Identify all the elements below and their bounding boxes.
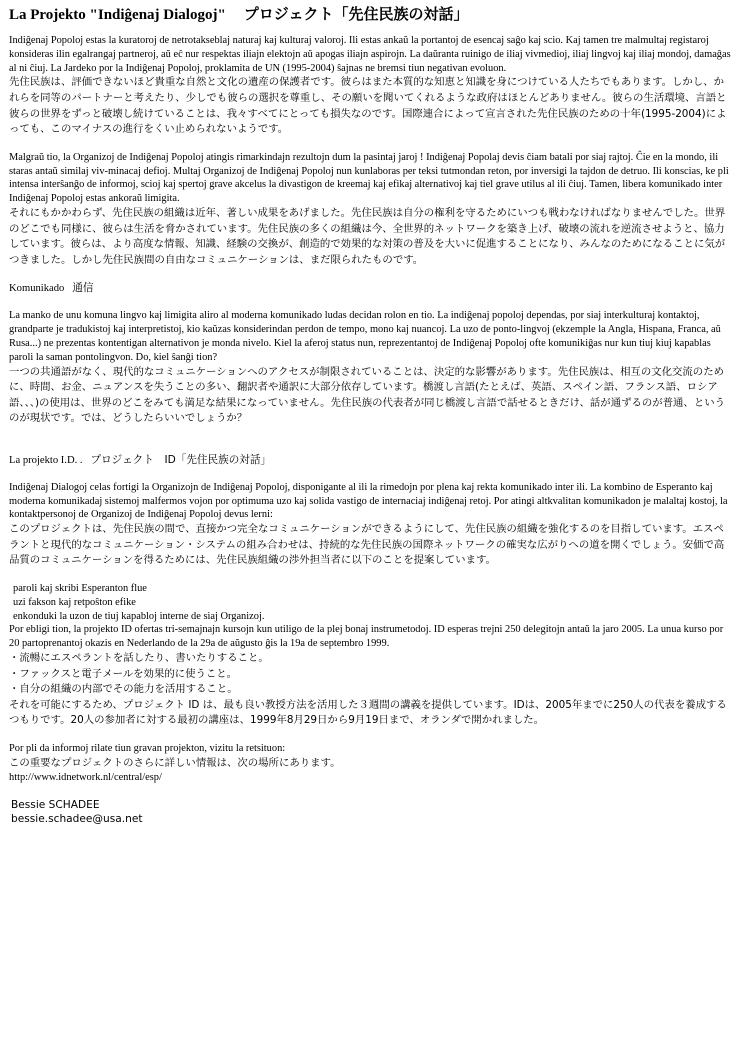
more-info-eo: Por pli da informoj rilate tiun gravan projekton, vizitu la retsituon: [9,743,286,755]
intro-paragraph-ja: 先住民族は、評価できないほど貴重な自然と文化の遺産の保護者です。彼らはまた本質的な知恵と知識を身につけている人たちでもあります。しかし、かれらを同等のパートナーと考えたり、少しでも彼らの選択を尊重し、その願いを聞いてくれるような政府はほとんどありません。彼らの生活環境、言語と彼らの世界をずっと破壊し続けていることは、我々すべてにとっても損失なのです。国際連合によって宣言された先住民族のための十年(1995-2004)によっても、このマイナスの進行をくい止められないようです。 [9,76,727,136]
document-page [9,6,731,826]
title-japanese: プロジェクト「先住民族の対話」 [243,7,469,23]
komunikado-paragraph-ja: 一つの共通語がなく、現代的なコミュニケーションへのアクセスが制限されていることは、決定的な影響があります。先住民族は、相互の文化交流のために、時間、お金、ニュアンスを失うことの多い、翻訳者や通訳に大部分依存しています。橋渡し言語(たとえば、英語、スペイン語、フランス語、ロシア語、、、)の使用は、世界のどこをみても満足な結果になっていません。先住民族の代表者が同じ橋渡し言語で話せるときだけ、話が通ずるのが普通、というのが現状です。では、どうしたらいいでしょうか？ [9,365,725,425]
projekto-id-paragraph-ja: このプロジェクトは、先住民族の間で、直接かつ完全なコミュニケーションができるようにして、先住民族の組織を強化するのを目指しています。エスペラントと現代的なコミュニケーション・システムの組み合わせは、持続的な先住民族の国際ネットワークの確実な広がりへの道を開くでしょう。安価で高品質のコミュニケーションを得るためには、先住民族組織の渉外担当者に以下のことを提案しています。 [9,523,725,567]
projekto-id-heading [9,453,731,468]
komunikado-heading-eo: Komunikado [9,283,65,295]
intro-paragraph-eo: Indiĝenaj Popoloj estas la kuratoroj de netrotakseblaj naturaj kaj kulturaj valoroj. Ili estas ankaŭ la portantoj de esencaj saĝo kaj scio. Kaj tamen tre malmultaj registaroj konsideras ilin egalrangaj partneroj, aŭ eĉ nur respektas iliajn elektojn aŭ apogas iliajn aspirojn. La daŭranta ruinigo de iliaj vivmedioj, iliaj lingvoj kaj iliaj mondoj, damaĝas al ni ĉiuj. La Jardeko por la Indiĝenaj Popoloj, proklamita de UN (1995-2004) ŝajnas ne bremsi tiun negativan evoluon. [9,35,731,74]
skills-list-eo [9,582,731,623]
list-item: paroli kaj skribi Esperanton flue [13,583,147,595]
list-item-ja: ・ファックスと電子メールを効果的に使うこと。 [9,667,238,680]
plan-paragraph-ja: それを可能にするため、プロジェクト ID は、最も良い教授方法を活用した３週間の講義を提供しています。IDは、2005年までに250人の代表を養成するつもりです。20人の参加者に対する最初の講座は、1999年8月29日から9月19日まで、オランダで開かれました。 [9,698,727,727]
signature-email[interactable]: bessie.schadee@usa.net [11,813,143,826]
komunikado-paragraph-eo: La manko de unu komuna lingvo kaj limigita aliro al moderna komunikado ludas decidan rolon en tio. La indiĝenaj popoloj dependas, por siaj interkulturaj kontaktoj, grandparte je tradukistoj kaj interpretistoj, kio kaŭzas konsiderindan perdon de tempo, mono kaj nuancoj. La uzo de ponto-lingvoj (ekzemple la Angla, Hispana, Franca, aŭ Rusa...) ne prezentas kontentigan alternativon je monda nivelo. Kiel la aferoj status nun, reprezentantoj de Indiĝenaj Popoloj ofte komunikiĝas nur kun tiuj kiuj kapablas paroli la saman pontolingvon. Do, kiel ŝanĝi tion? [9,310,721,363]
plan-paragraph-eo: Por ebligi tion, la projekto ID ofertas tri-semajnajn kursojn kun utiligo de la plej bonaj instrumetodoj. ID esperas trejni 250 delegitojn antaŭ la jaro 2005. La unua kurso por 20 partoprenantoj okazis en Nederlando de la 29a de aŭgusto ĝis la 19a de septembro 1999. [9,624,724,650]
project-url-link[interactable]: http://www.idnetwork.nl/central/esp/ [9,772,162,784]
signature-name: Bessie SCHADEE [11,799,100,812]
projekto-id-paragraph-eo: Indiĝenaj Dialogoj celas fortigi la Organizojn de Indiĝenaj Popoloj, disponigante al ili la rimedojn por plena kaj rekta komunikado inter ili. La kombino de Esperanto kaj moderna komunikadaj sistemoj malfermos vojon por optimuma uzo kaj solida vastigo de internaciaj indiĝenaj retoj. Por atingi altkvalitan komunikadon je malaltaj kostoj, la kontaktpersonoj de Organizoj de Indiĝenaj Popoloj devus lerni: [9,481,728,521]
section2-paragraph-ja: それにもかかわらず、先住民族の組織は近年、著しい成果をあげました。先住民族は自分の権利を守るためにいつも戦わなければなりませんでした。世界のどこでも同様に、彼らは生活を脅かされています。先住民族の多くの組織は今、全世界的ネットワークを築き上げ、破壊の流れを逆流させようと、協力しています。彼らは、より高度な情報、知識、経験の交換が、創造的で効果的な対策の普及を大いに促進することになり、みんなのためになることに気がつきました。しかし先住民族間の自由なコミュニケーションは、まだ限られたものです。 [9,206,726,266]
page-title [9,6,731,24]
title-esperanto: La Projekto "Indiĝenaj Dialogoj" [9,7,226,23]
list-item-ja: ・自分の組織の内部でその能力を活用すること。 [9,683,238,696]
komunikado-heading-ja: 通信 [72,282,94,295]
projekto-id-heading-eo: La projekto I.D. . [9,454,83,466]
komunikado-heading [9,281,731,296]
projekto-id-heading-ja: プロジェクト ID「先住民族の対話」 [90,453,272,466]
list-item-ja: ・流暢にエスペラントを話したり、書いたりすること。 [9,652,269,665]
list-item: enkonduki la uzon de tiuj kapabloj interne de siaj Organizoj. [13,610,265,622]
list-item: uzi fakson kaj retpoŝton efike [13,596,136,608]
more-info-ja: この重要なプロジェクトのさらに詳しい情報は、次の場所にあります。 [9,756,341,769]
section2-paragraph-eo: Malgraŭ tio, la Organizoj de Indiĝenaj Popoloj atingis rimarkindajn rezultojn dum la pasintaj jaroj ! Indiĝenaj Popolaj devis ĉiam batali por siaj rajtoj. Ĉie en la mondo, ili staras antaŭ similaj viv-minacaj defioj. Multaj Organizoj de Indiĝenaj Popoloj nun kunlaboras per teksi tutmondan reton, por inversigi la tajdon de detruo. Ili konscias, ke pli intensa interŝanĝo de informoj, scioj kaj spertoj grave akcelus la divastigon de kreemaj kaj efikaj alternativoj kaj tiel grave utilus al ili ĉiuj. Tamen, libera komunikado inter Indiĝenaj Popoloj estas ankoraŭ limigita. [9,151,729,205]
